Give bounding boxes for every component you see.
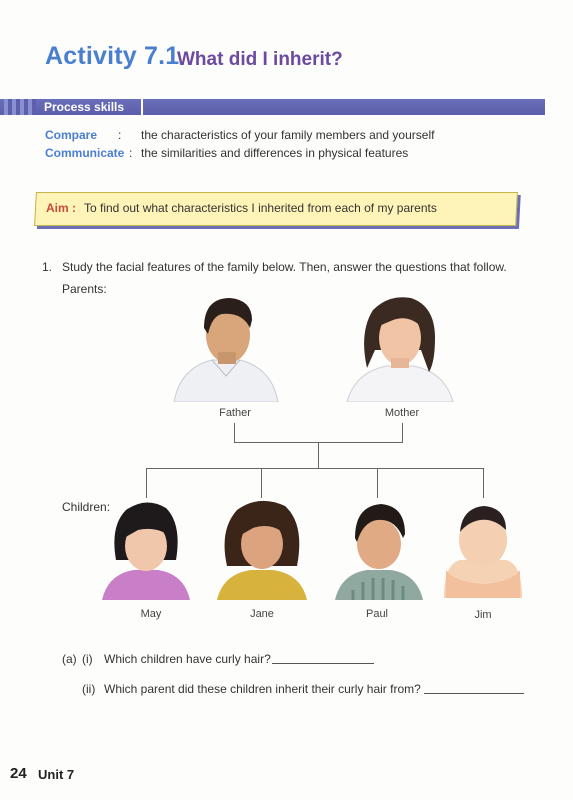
child-name-may: May [140,608,162,620]
page-number: 24 [10,765,27,782]
bar-stripes [4,99,36,115]
activity-number: Activity 7.1 [45,42,180,70]
subq-a-i-num: (i) [82,652,93,666]
question-number: 1. [42,260,53,274]
aim-text: To find out what characteristics I inherited from each of my parents [84,201,437,215]
father-portrait [172,290,280,402]
skill-compare-text: the characteristics of your family members and yourself [141,128,435,142]
tree-line [402,423,403,443]
question-text: Study the facial features of the family below. Then, answer the questions that follow. [62,260,507,274]
child-name-paul: Paul [365,608,389,620]
subq-a-i-text: Which children have curly hair? [104,652,271,666]
skill-communicate-text: the similarities and differences in physical features [141,146,409,160]
tree-line [146,468,484,469]
parent-name-father: Father [219,407,251,419]
parent-name-mother: Mother [384,407,420,419]
answer-line[interactable] [272,663,374,664]
answer-line[interactable] [424,693,524,694]
aim-label: Aim : [46,201,76,215]
child-name-jane: Jane [250,608,274,620]
skill-colon: : [118,128,122,142]
mother-portrait [345,292,455,402]
skill-colon: : [129,146,133,160]
jim-portrait [440,500,526,598]
parents-label: Parents: [62,282,107,296]
subq-a-ii-text: Which parent did these children inherit their curly hair from? [104,682,421,696]
tree-line [146,468,147,498]
skill-communicate-keyword: Communicate [45,146,125,160]
tree-line [234,423,235,443]
subq-a-part: (a) [62,652,77,666]
process-skills-label: Process skills [44,100,125,114]
paul-portrait [333,498,425,600]
child-name-jim: Jim [474,609,492,621]
tree-line [377,468,378,498]
tree-line [318,442,319,469]
jane-portrait [213,496,311,600]
unit-label: Unit 7 [38,767,75,782]
skill-compare-keyword: Compare [45,128,98,142]
children-label: Children: [62,500,111,514]
may-portrait [98,496,194,600]
tree-line [483,468,484,498]
tree-line [261,468,262,498]
subq-a-ii-num: (ii) [82,682,96,696]
bar-divider [141,99,143,115]
activity-title: What did I inherit? [177,49,343,70]
